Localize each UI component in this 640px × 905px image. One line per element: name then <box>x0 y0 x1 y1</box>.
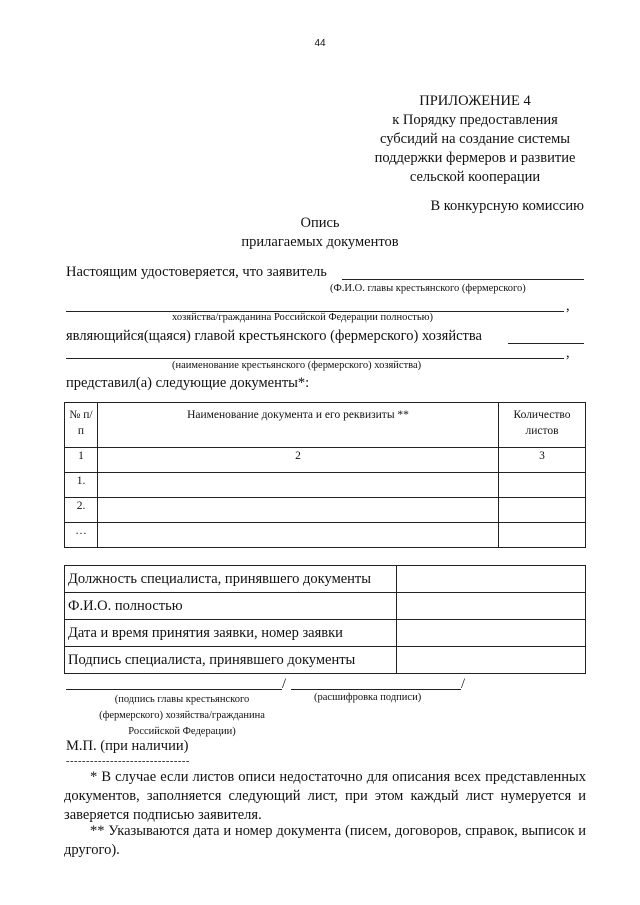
document-title-line: Опись <box>300 215 340 231</box>
appendix-line: сельской кооперации <box>409 169 541 185</box>
table-row <box>65 620 586 647</box>
cell-sheet-count[interactable] <box>499 523 586 548</box>
header-number: № п/п <box>65 403 98 448</box>
header-sheet-count: Количество листов <box>499 403 586 448</box>
hint-head-name: (Ф.И.О. главы крестьянского (фермерского) <box>330 283 526 294</box>
certify-text: Настоящим удостоверяется, что заявитель <box>66 264 327 280</box>
page-number: 44 <box>314 38 326 49</box>
row-label: Должность специалиста, принявшего документы <box>65 566 397 593</box>
cell-document-name: 2 <box>98 448 499 473</box>
row-label: Ф.И.О. полностью <box>65 593 397 620</box>
table-row <box>65 473 586 498</box>
signature-hint <box>66 692 298 740</box>
row-label: Подпись специалиста, принявшего документы <box>65 647 397 674</box>
table-row <box>65 498 586 523</box>
table-header-row <box>65 403 586 448</box>
stamp-text: М.П. (при наличии) <box>66 738 189 754</box>
hint-citizen: хозяйства/гражданина Российской Федерации полностью) <box>172 312 434 323</box>
signature-field[interactable] <box>66 689 282 690</box>
document-title-line: прилагаемых документов <box>241 234 399 250</box>
signature-hint-line: Российской Федерации) <box>128 726 236 737</box>
comma: , <box>566 345 570 361</box>
cell-sheet-count[interactable] <box>499 498 586 523</box>
appendix-line: субсидий на создание системы <box>379 131 571 147</box>
decryption-field[interactable] <box>291 689 461 690</box>
presented-text: представил(а) следующие документы*: <box>66 375 310 391</box>
cell-number: … <box>65 523 98 548</box>
signature-hint-line: (фермерского) хозяйства/гражданина <box>99 710 265 721</box>
table-row <box>65 448 586 473</box>
signature-hint-line: (подпись главы крестьянского <box>114 694 250 705</box>
signature-slash: / <box>461 676 466 692</box>
decryption-hint: (расшифровка подписи) <box>314 692 422 703</box>
applicant-name-field[interactable] <box>342 279 584 280</box>
table-row <box>65 566 586 593</box>
comma: , <box>566 298 570 314</box>
value-cell[interactable] <box>397 620 586 647</box>
footnote-separator: ------------------------------- <box>66 756 190 767</box>
cell-document-name[interactable] <box>98 498 499 523</box>
appendix-line: к Порядку предоставления <box>392 112 558 128</box>
value-cell[interactable] <box>397 647 586 674</box>
cell-number: 2. <box>65 498 98 523</box>
table-row <box>65 593 586 620</box>
cell-document-name[interactable] <box>98 523 499 548</box>
addressee: В конкурсную комиссию <box>430 198 584 214</box>
cell-number: 1 <box>65 448 98 473</box>
signature-slash: / <box>282 676 287 692</box>
footnote-1: * В случае если листов описи недостаточно для описания всех представленных документов, заполняется следующий лист, при этом каждый лист нумеруется и заверяется подписью заявителя. <box>64 769 586 823</box>
appendix-title: ПРИЛОЖЕНИЕ 4 <box>419 93 531 109</box>
header-document-name: Наименование документа и его реквизиты ** <box>98 403 499 448</box>
farm-name-field[interactable] <box>508 343 584 344</box>
row-label: Дата и время принятия заявки, номер заявки <box>65 620 397 647</box>
appendix-header <box>330 92 620 187</box>
being-head-text: являющийся(щаяся) главой крестьянского (фермерского) хозяйства <box>66 328 482 344</box>
document-title <box>0 214 640 252</box>
registration-table <box>64 565 586 674</box>
cell-sheet-count[interactable] <box>499 473 586 498</box>
value-cell[interactable] <box>397 593 586 620</box>
cell-number: 1. <box>65 473 98 498</box>
cell-document-name[interactable] <box>98 473 499 498</box>
table-row <box>65 523 586 548</box>
table-row <box>65 647 586 674</box>
appendix-line: поддержки фермеров и развитие <box>374 150 576 166</box>
documents-table <box>64 402 586 548</box>
farm-name-field-2[interactable] <box>66 358 564 359</box>
footnote-2: ** Указываются дата и номер документа (писем, договоров, справок, выписок и другого). <box>64 823 586 858</box>
hint-farm-name: (наименование крестьянского (фермерского) хозяйства) <box>172 360 422 371</box>
cell-sheet-count: 3 <box>499 448 586 473</box>
value-cell[interactable] <box>397 566 586 593</box>
